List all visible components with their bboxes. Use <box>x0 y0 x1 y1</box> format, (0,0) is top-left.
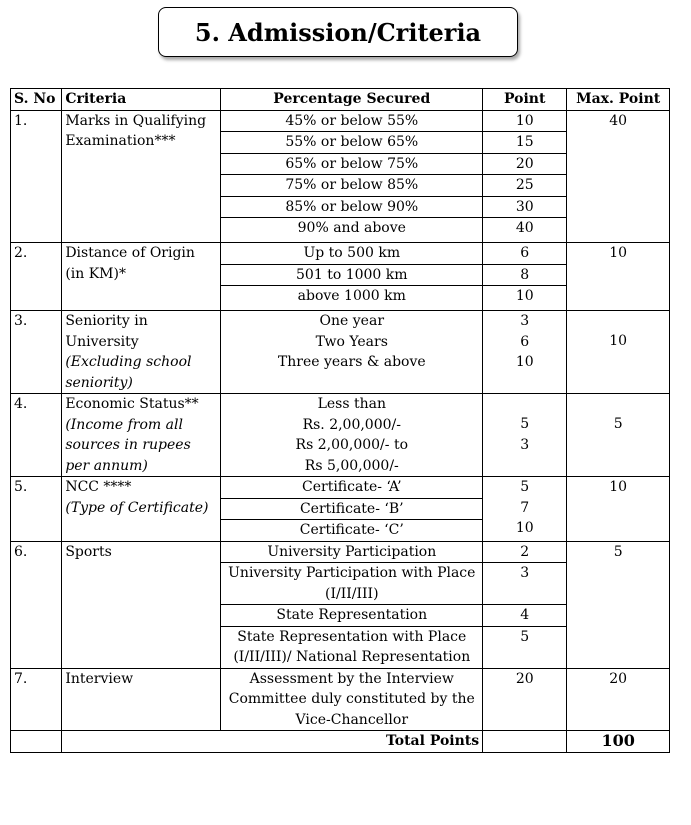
row-point: 4 <box>483 605 567 627</box>
point-line: 10 <box>515 354 534 370</box>
row-sno: 2. <box>11 243 62 311</box>
criteria-note: (Income from all sources in rupees per annum) <box>65 416 191 474</box>
header-percentage: Percentage Secured <box>221 89 483 111</box>
row-percentage: 75% or below 85% <box>221 175 483 197</box>
row-point: 30 <box>483 196 567 218</box>
criteria-label: Economic Status** <box>65 396 199 412</box>
row-point: 10 <box>483 110 567 132</box>
percentage-line: Three years & above <box>277 354 426 370</box>
row-percentage: State Representation with Place (I/II/III)/ National Representation <box>221 626 483 668</box>
row-criteria: Interview <box>62 668 221 731</box>
row-max-point: 10 <box>567 243 670 311</box>
table-row <box>11 668 670 731</box>
table-row <box>11 110 670 132</box>
point-line: 5 <box>520 479 530 495</box>
row-point <box>483 477 567 542</box>
row-point <box>483 311 567 394</box>
row-point <box>483 394 567 477</box>
row-sno: 1. <box>11 110 62 243</box>
row-sno: 5. <box>11 477 62 542</box>
point-line: 6 <box>520 333 530 350</box>
total-value: 100 <box>567 731 670 753</box>
row-percentage: 85% or below 90% <box>221 196 483 218</box>
row-percentage <box>221 311 483 394</box>
header-row <box>11 89 670 111</box>
row-percentage: Up to 500 km <box>221 243 483 265</box>
row-percentage: 55% or below 65% <box>221 132 483 154</box>
criteria-note: (Type of Certificate) <box>65 499 209 516</box>
row-percentage: above 1000 km <box>221 286 483 311</box>
row-point: 15 <box>483 132 567 154</box>
point-line: 3 <box>520 313 530 329</box>
row-max-point: 10 <box>567 311 670 394</box>
point-line: 3 <box>520 436 530 453</box>
row-point: 10 <box>483 286 567 311</box>
row-sno: 7. <box>11 668 62 731</box>
row-criteria: Sports <box>62 541 221 668</box>
criteria-label: Seniority in University <box>65 313 148 350</box>
total-blank-sno <box>11 731 62 753</box>
row-point: 25 <box>483 175 567 197</box>
row-percentage: University Participation <box>221 541 483 563</box>
row-max-point: 5 <box>567 541 670 668</box>
criteria-label: NCC **** <box>65 479 132 495</box>
percentage-line: Less than <box>317 396 386 412</box>
page-title: 5. Admission/Criteria <box>158 7 518 57</box>
total-row <box>11 731 670 753</box>
row-percentage <box>221 394 483 477</box>
header-criteria: Criteria <box>62 89 221 111</box>
row-percentage: University Participation with Place (I/II/III) <box>221 563 483 605</box>
criteria-note: (Excluding school seniority) <box>65 354 192 391</box>
percentage-line: Rs 2,00,000/- to <box>295 437 409 453</box>
percentage-line: Rs. 2,00,000/- <box>302 416 401 433</box>
row-percentage: Certificate- ‘C’ <box>221 520 483 542</box>
row-percentage: Certificate- ‘B’ <box>221 498 483 520</box>
row-point: 8 <box>483 264 567 286</box>
header-max-point: Max. Point <box>567 89 670 111</box>
row-point: 20 <box>483 153 567 175</box>
row-percentage: State Representation <box>221 605 483 627</box>
row-criteria: Marks in Qualifying Examination*** <box>62 110 221 243</box>
row-percentage: Certificate- ‘A’ <box>221 477 483 499</box>
row-point: 20 <box>483 668 567 731</box>
row-point: 5 <box>483 626 567 668</box>
percentage-line: Two Years <box>315 333 388 350</box>
row-max-point: 10 <box>567 477 670 542</box>
percentage-line: Rs 5,00,000/- <box>304 457 399 474</box>
point-line: 10 <box>515 520 534 536</box>
row-percentage: 501 to 1000 km <box>221 264 483 286</box>
row-sno: 4. <box>11 394 62 477</box>
row-percentage: Assessment by the Interview Committee duly constituted by the Vice-Chancellor <box>221 668 483 731</box>
total-blank-point <box>483 731 567 753</box>
total-label: Total Points <box>62 731 483 753</box>
row-point: 6 <box>483 243 567 265</box>
row-sno: 3. <box>11 311 62 394</box>
row-percentage: 45% or below 55% <box>221 110 483 132</box>
percentage-line: One year <box>319 313 385 329</box>
row-criteria <box>62 311 221 394</box>
table-row <box>11 243 670 265</box>
row-max-point: 40 <box>567 110 670 243</box>
row-sno: 6. <box>11 541 62 668</box>
row-point: 3 <box>483 563 567 605</box>
table-row <box>11 541 670 563</box>
row-criteria <box>62 477 221 542</box>
header-sno: S. No <box>11 89 62 111</box>
admission-criteria-table <box>10 88 670 753</box>
row-percentage: 65% or below 75% <box>221 153 483 175</box>
row-criteria <box>62 394 221 477</box>
table-row <box>11 311 670 394</box>
row-point: 40 <box>483 218 567 243</box>
row-max-point: 20 <box>567 668 670 731</box>
header-point: Point <box>483 89 567 111</box>
row-criteria: Distance of Origin (in KM)* <box>62 243 221 311</box>
row-max-point: 5 <box>567 394 670 477</box>
point-line: 7 <box>520 499 530 516</box>
table-row <box>11 394 670 477</box>
row-percentage: 90% and above <box>221 218 483 243</box>
table-row <box>11 477 670 499</box>
row-point: 2 <box>483 541 567 563</box>
point-line: 5 <box>520 416 530 432</box>
